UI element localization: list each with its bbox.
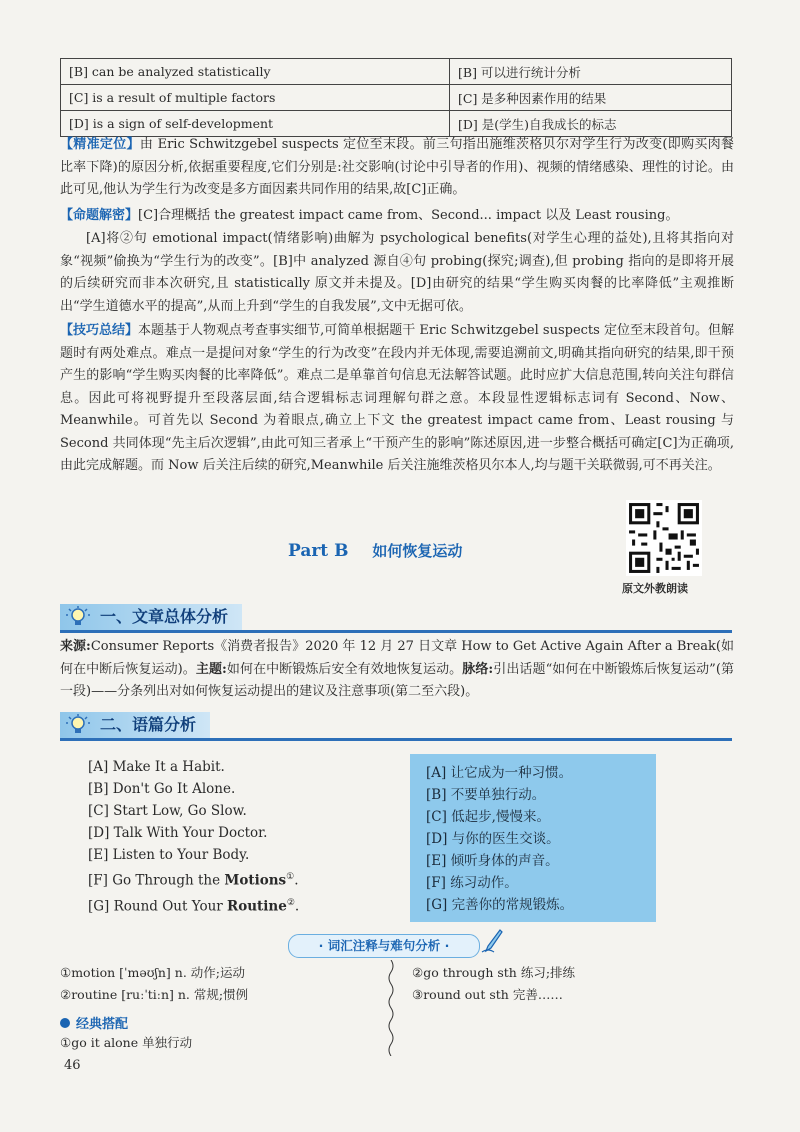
option-cn: [B] 可以进行统计分析 [450,59,732,85]
list-item: [A] Make It a Habit. [88,759,225,775]
list-item: [G] 完善你的常规锻炼。 [426,897,574,913]
context-text: 引出话题“如何在中断锻炼后恢复运动”(第一段)——分条列出对如何恢复运动提出的建议及注意事项(第二至六段)。 [60,661,734,699]
tips-text: 本题基于人物观点考查事实细节,可简单根据题干 Eric Schwitzgebel suspects 定位至末段首句。但解题时有两处难点。难点一是提问对象“学生的行为改变”在段内并无体现,需要追溯前文,明确其指向研究的结果,即干预产生的影响“学生购买肉餐的比率降低”。难点二是单靠首句信息无法解答试题。此时应扩大信息范围,转向关注句群信息。因此可将视野提升至段落层面,结合逻辑标志词理解句群之意。本段显性逻辑标志词有 Second、Now、Meanwhile。可首先以 Second 为着眼点,确立上下文 the greatest impact came from、Least rousing 与 Second 共同体现“先主后次逻辑”,由此可知三者承上“干预产生的影响”陈述原因,进一步整合概括可确定[C]为正确项,由此完成解题。而 Now 后关注后续的研究,Meanwhile 后关注施维茨格贝尔本人,均与题干关联微弱,可不再关注。 [60,323,734,473]
lightbulb-icon [66,606,90,628]
vocab-title: · 词汇注释与难句分析 · [288,934,480,958]
list-item: [F] 练习动作。 [426,875,518,891]
list-item: [E] Listen to Your Body. [88,847,250,863]
tips-paragraph [60,320,734,478]
option-en: [D] is a sign of self-development [61,111,450,137]
headings-cn-box [410,754,656,922]
part-label: Part B [288,541,349,561]
section2-label [60,712,210,738]
tips-tag: 【技巧总结】 [60,323,139,338]
section1-header [60,604,732,633]
list-item: [D] Talk With Your Doctor. [88,825,268,841]
option-en: [C] is a result of multiple factors [61,85,450,111]
qr-caption: 原文外教朗读 [622,582,688,595]
vocab-left-2: ②routine [ruːˈtiːn] n. 常规;惯例 [60,987,249,1002]
options-table [60,58,732,137]
precise-tag: 【精准定位】 [60,137,140,152]
vocab-left-1: ①motion [ˈməʊʃn] n. 动作;运动 [60,965,245,980]
vocab-right-1: ②go through sth 练习;排练 [412,965,576,980]
table-row [61,59,732,85]
section1-body [60,636,734,704]
list-item: [C] 低起步,慢慢来。 [426,809,550,825]
precise-text: 由 Eric Schwitzgebel suspects 定位至末段。前三句指出施维茨格贝尔对学生行为改变(即购买肉餐比率下降)的原因分析,依据重要程度,它们分别是:社交影响(讨论中引导者的作用)、视频的情绪感染、理性的讨论。由此可见,他认为学生行为改变是多方面因素共同作用的结果,故[C]正确。 [60,137,734,197]
vocab-right-2: ③round out sth 完善…… [412,987,563,1002]
decrypt-text: [C]合理概括 the greatest impact came from、Second... impact 以及 Least rousing。 [138,208,679,223]
list-item: [B] Don't Go It Alone. [88,781,236,797]
section1-title: 一、文章总体分析 [100,607,229,626]
theme-label: 主题: [195,661,227,677]
list-item: [D] 与你的医生交谈。 [426,831,560,847]
option-cn: [D] 是(学生)自我成长的标志 [450,111,732,137]
qr-code-icon[interactable] [626,500,702,576]
part-title [288,540,462,561]
decrypt-tag: 【命题解密】 [60,208,139,223]
precise-paragraph [60,134,734,202]
decrypt-paragraph-2: [A]将②句 emotional impact(情绪影响)曲解为 psychological benefits(对学生心理的益处),且将其指向对象“视频”偷换为“学生行为的改变”。[B]中 analyzed 源自④句 probing(探究;调查),但 probing 指向的是即将开展的后续研究而非本次研究,且 statistically 原文并未提及。[D]由研究的结果“学生购买肉餐的比率降低”主观推断出“学生道德水平的提高”,从而上升到“学生的自我发展”,文中无据可依。 [60,231,734,314]
table-row [61,85,732,111]
list-item: [C] Start Low, Go Slow. [88,803,247,819]
context-label: 脉络: [462,661,494,677]
table-row [61,111,732,137]
page-number: 46 [64,1058,81,1073]
list-item: [G] Round Out Your Routine②. [88,897,300,914]
source-label: 来源: [60,639,91,654]
option-en: [B] can be analyzed statistically [61,59,450,85]
decrypt-paragraph [60,205,734,228]
list-item: [A] 让它成为一种习惯。 [426,765,573,781]
section2-header [60,712,732,741]
section2-title: 二、语篇分析 [100,715,197,734]
list-item: [F] Go Through the Motions①. [88,872,299,889]
wavy-divider [386,960,396,1056]
lightbulb-icon [66,714,90,736]
bullet-dot-icon [60,1018,70,1028]
list-item: [E] 倾听身体的声音。 [426,853,559,869]
headings-en-list [88,756,299,917]
part-title-text: 如何恢复运动 [372,542,463,560]
source-text: Consumer Reports《消费者报告》2020 年 12 月 27 日文章 How to Get Active Again After a Break(如何在中断后恢复运动)。 [60,639,734,677]
list-item: [B] 不要单独行动。 [426,787,546,803]
pen-icon [480,928,504,954]
section1-label [60,604,242,630]
collocation-item: ①go it alone 单独行动 [60,1035,193,1050]
theme-text: 如何在中断锻炼后安全有效地恢复运动。 [226,661,463,677]
collocation-header: 经典搭配 [60,1013,128,1032]
option-cn: [C] 是多种因素作用的结果 [450,85,732,111]
